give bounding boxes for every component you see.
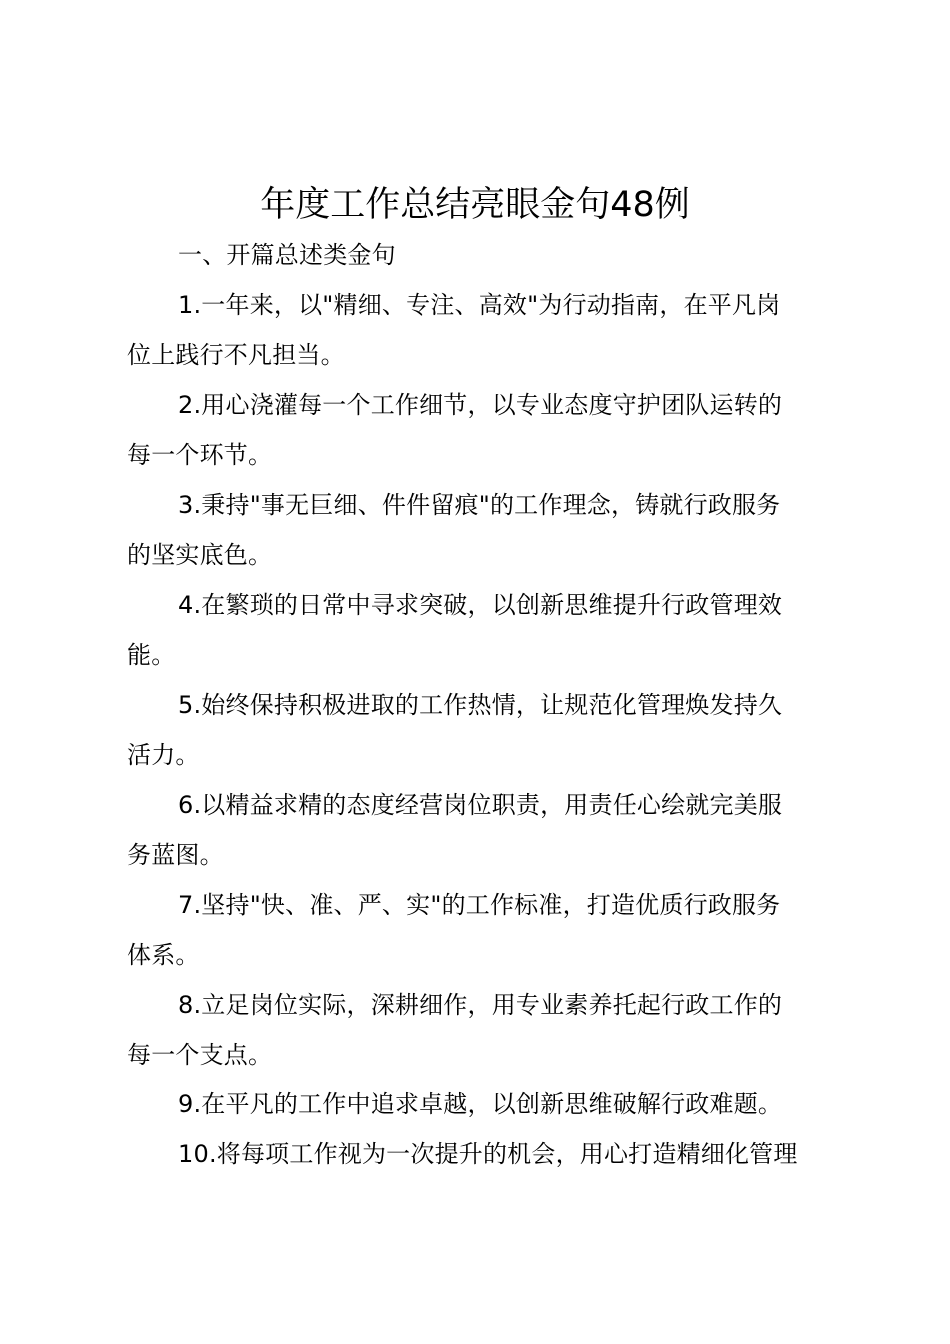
paragraph-line: 8.立足岗位实际，深耕细作，用专业素养托起行政工作的 (178, 991, 783, 1019)
paragraph-line: 能。 (127, 641, 176, 669)
paragraph-line: 每一个环节。 (127, 441, 273, 469)
paragraph-line: 6.以精益求精的态度经营岗位职责，用责任心绘就完美服 (178, 791, 783, 819)
paragraph-line: 5.始终保持积极进取的工作热情，让规范化管理焕发持久 (178, 691, 783, 719)
paragraph-line: 活力。 (127, 741, 200, 769)
paragraph-line: 3.秉持"事无巨细、件件留痕"的工作理念，铸就行政服务 (178, 491, 781, 519)
paragraph-line: 位上践行不凡担当。 (127, 341, 345, 369)
paragraph-line: 的坚实底色。 (127, 541, 273, 569)
paragraph-line: 务蓝图。 (127, 841, 224, 869)
paragraph-line: 1.一年来，以"精细、专注、高效"为行动指南，在平凡岗 (178, 291, 781, 319)
paragraph-line: 7.坚持"快、准、严、实"的工作标准，打造优质行政服务 (178, 891, 781, 919)
paragraph-line: 每一个支点。 (127, 1041, 273, 1069)
document-title: 年度工作总结亮眼金句48例 (260, 185, 690, 225)
section-heading: 一、开篇总述类金句 (178, 241, 396, 269)
paragraph-line: 4.在繁琐的日常中寻求突破，以创新思维提升行政管理效 (178, 591, 783, 619)
paragraph-line: 9.在平凡的工作中追求卓越，以创新思维破解行政难题。 (178, 1090, 783, 1118)
paragraph-line: 10.将每项工作视为一次提升的机会，用心打造精细化管理 (178, 1140, 798, 1168)
paragraph-line: 体系。 (127, 941, 200, 969)
paragraph-line: 2.用心浇灌每一个工作细节，以专业态度守护团队运转的 (178, 391, 783, 419)
